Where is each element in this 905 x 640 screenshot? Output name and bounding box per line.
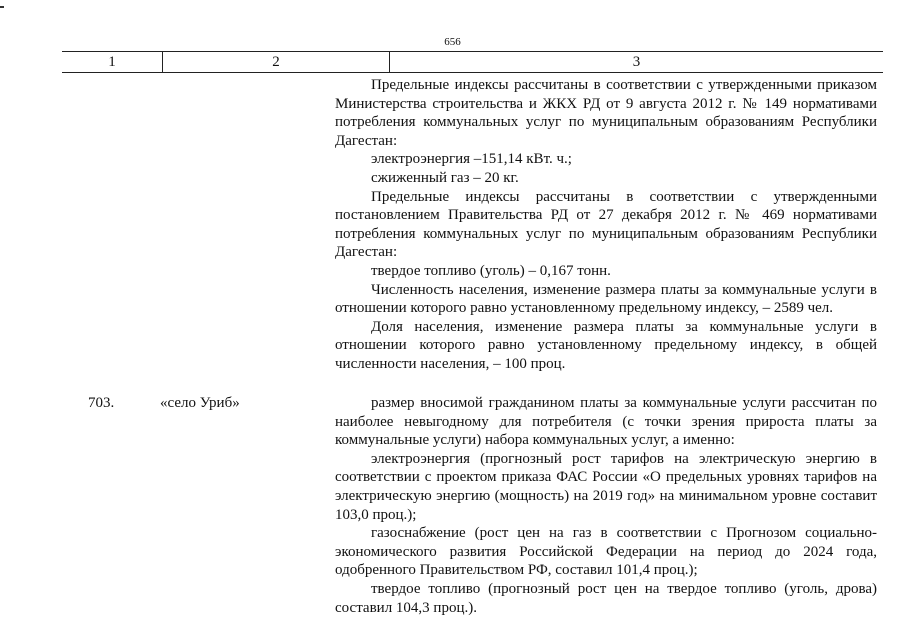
paragraph: газоснабжение (рост цен на газ в соответствии с Прогнозом социально-экономического развития Российской Федерации на период до 2024 года, одобренного Правительством РФ, составил 101,4 проц.); — [335, 525, 877, 579]
column-header-3: 3 — [632, 54, 641, 70]
column-header-2: 2 — [163, 52, 390, 72]
paragraph: сжиженный газ – 20 кг. — [371, 169, 519, 186]
paragraph: электроэнергия –151,14 кВт. ч.; — [371, 151, 572, 168]
previous-row-text — [335, 76, 877, 374]
page-number: 656 — [444, 36, 461, 48]
paragraph: размер вносимой гражданином платы за коммунальные услуги рассчитан по наиболее невыгодному для потребителя (с точки зрения прироста платы за коммунальные услуги) набора коммунальных услуг, а именно: — [335, 395, 877, 449]
row-703-text — [335, 394, 877, 617]
row-number: 703. — [88, 395, 115, 411]
table-header-row — [62, 51, 883, 73]
paragraph: Предельные индексы рассчитаны в соответствии с утвержденными приказом Министерства строительства и ЖКХ РД от 9 августа 2012 г. № 149 нормативами потребления коммунальных услуг по муниципальным образованиям Республики Дагестан: — [335, 77, 877, 149]
paragraph: Предельные индексы рассчитаны в соответствии с утвержденными постановлением Правительства РД от 27 декабря 2012 г. № 469 нормативами потребления коммунальных услуг по муниципальным образованиям Республики Дагестан: — [335, 188, 877, 261]
column-header-1: 1 — [62, 52, 163, 72]
paragraph: твердое топливо (прогнозный рост цен на твердое топливо (уголь, дрова) составил 104,3 проц.). — [335, 580, 877, 616]
paragraph: Доля населения, изменение размера платы за коммунальные услуги в отношении которого равно установленному предельному индексу, в общей численности населения, – 100 проц. — [335, 318, 877, 372]
paragraph: Численность населения, изменение размера платы за коммунальные услуги в отношении которого равно установленному предельному индексу, – 2589 чел. — [335, 281, 877, 317]
scan-artifact — [0, 6, 4, 8]
paragraph: твердое топливо (уголь) – 0,167 тонн. — [371, 262, 611, 279]
settlement-name: «село Уриб» — [160, 395, 240, 411]
paragraph: электроэнергия (прогнозный рост тарифов на электрическую энергию в соответствии с проектом приказа ФАС России «О предельных уровнях тарифов на электрическую энергию (мощность) на 2019 год» на минимальном уровне составит 103,0 проц.); — [335, 450, 877, 523]
